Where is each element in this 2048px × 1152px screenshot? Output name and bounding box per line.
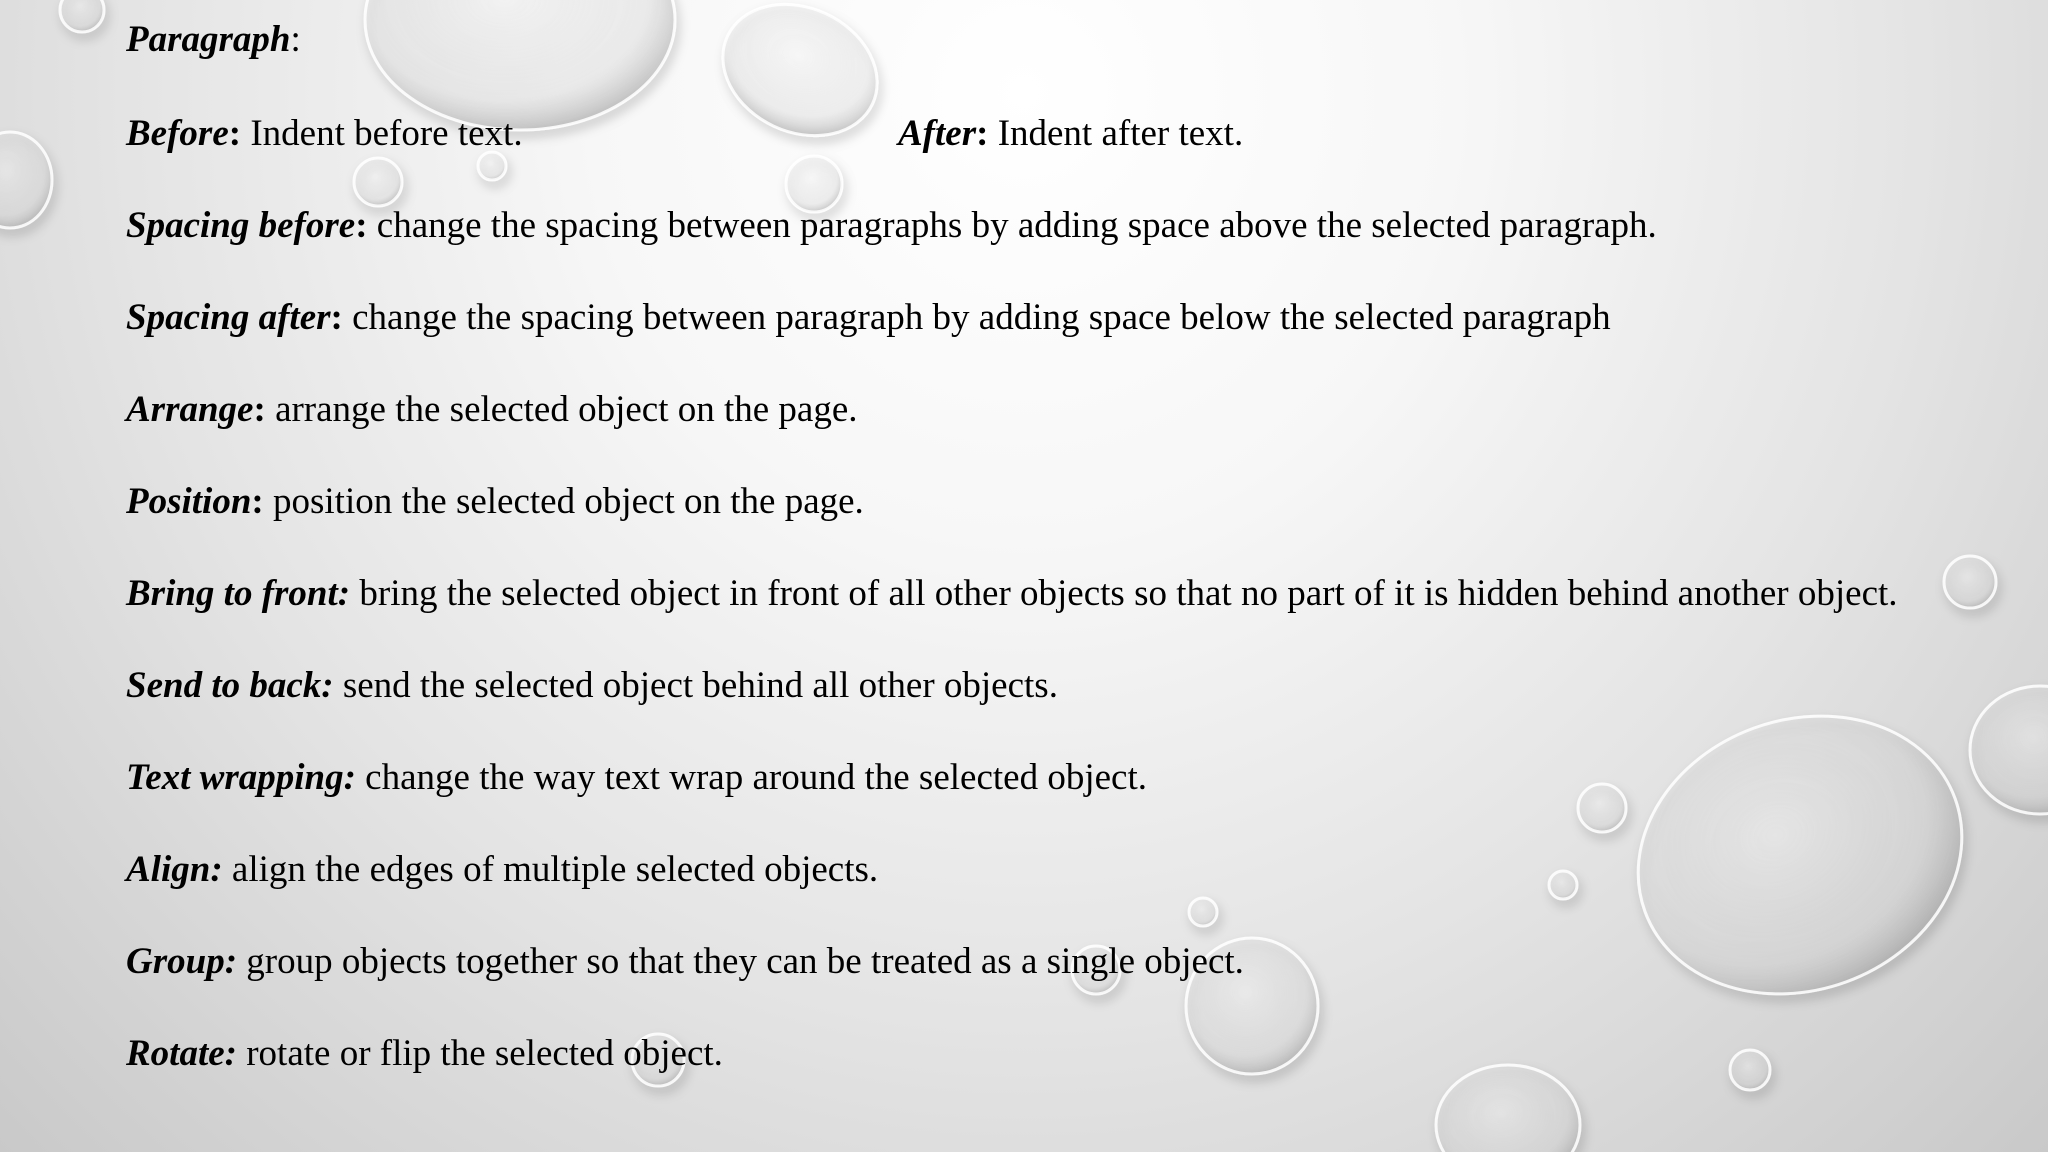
item-desc: rotate or flip the selected object. [236, 1033, 723, 1074]
drop-bottom-right [1436, 1065, 1580, 1152]
drop-small-10 [1730, 1050, 1770, 1090]
drop-small-1 [60, 0, 104, 32]
after-desc: Indent after text. [988, 113, 1244, 154]
item-colon: : [330, 297, 343, 338]
drop-small-7 [1549, 871, 1577, 899]
heading-colon: : [290, 19, 301, 60]
indent-row [126, 112, 1826, 156]
item-term: Spacing after [126, 297, 331, 338]
drop-right-edge [1970, 686, 2048, 814]
before-desc: Indent before text. [241, 113, 523, 154]
item-desc: change the spacing between paragraphs by adding space above the selected paragraph. [367, 205, 1657, 246]
item-colon: : [355, 205, 368, 246]
before-term: Before [126, 113, 229, 154]
drop-large-top [365, 0, 675, 130]
item-desc: align the edges of multiple selected objects. [222, 849, 879, 890]
item-group [126, 940, 1244, 984]
item-spacing-before [126, 204, 1657, 248]
item-rotate [126, 1032, 723, 1076]
drop-small-5 [1944, 556, 1996, 608]
after-entry [898, 112, 1243, 156]
item-desc: arrange the selected object on the page. [265, 389, 858, 430]
before-entry [126, 113, 523, 154]
heading-term: Paragraph [126, 19, 291, 60]
item-desc: change the way text wrap around the selected object. [355, 757, 1147, 798]
drop-small-3 [478, 152, 506, 180]
before-colon: : [228, 113, 242, 154]
drop-left-edge [0, 132, 52, 228]
item-term: Position [126, 481, 252, 522]
item-spacing-after [126, 296, 1611, 340]
item-desc: change the spacing between paragraph by adding space below the selected paragraph [342, 297, 1611, 338]
item-term: Rotate: [126, 1033, 237, 1074]
item-align [126, 848, 878, 892]
drop-small-8 [1189, 898, 1217, 926]
item-desc: bring the selected object in front of all other objects so that no part of it is hidden behind another object. [350, 573, 1898, 614]
item-term: Bring to front: [126, 573, 351, 614]
item-term: Group: [126, 941, 238, 982]
drop-small-6 [1578, 784, 1626, 832]
item-term: Arrange [126, 389, 254, 430]
item-send-to-back [126, 664, 1058, 708]
item-term: Send to back: [126, 665, 334, 706]
drop-small-2 [354, 158, 402, 206]
item-colon: : [253, 389, 266, 430]
item-desc: group objects together so that they can be treated as a single object. [237, 941, 1244, 982]
item-text-wrapping [126, 756, 1147, 800]
item-desc: send the selected object behind all other objects. [333, 665, 1058, 706]
after-term: After [898, 113, 977, 154]
paragraph-heading [126, 18, 301, 62]
item-term: Align: [126, 849, 223, 890]
item-desc: position the selected object on the page. [263, 481, 864, 522]
after-colon: : [976, 113, 989, 154]
item-term: Text wrapping: [126, 757, 356, 798]
item-arrange [126, 388, 858, 432]
item-position [126, 480, 864, 524]
item-bring-to-front [126, 572, 1898, 616]
item-term: Spacing before [126, 205, 356, 246]
item-colon: : [251, 481, 264, 522]
drop-large-right [1599, 672, 2001, 1039]
